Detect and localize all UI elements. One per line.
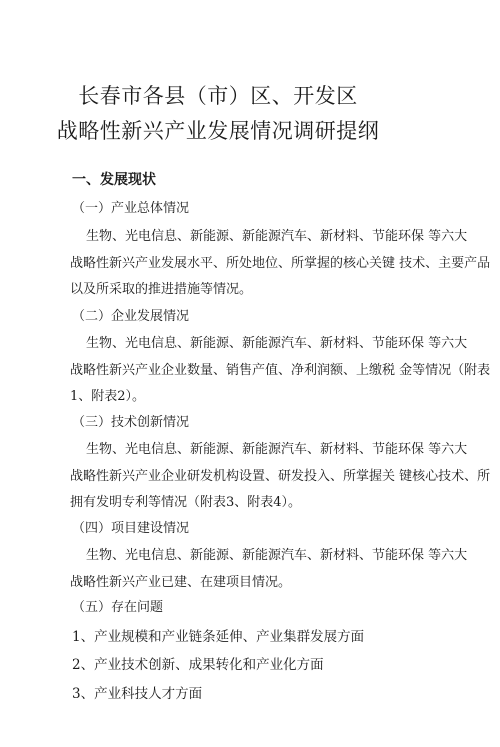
paragraph-line: 拥有发明专利等情况（附表3、附表4）。 [70, 495, 302, 510]
subheading-project-construction: （四）项目建设情况 [72, 521, 190, 536]
problem-item-2: 2、产业技术创新、成果转化和产业化方面 [72, 657, 324, 673]
paragraph-line: 战略性新兴产业已建、在建项目情况。 [70, 574, 292, 590]
paragraph-line: 生物、光电信息、新能源、新能源汽车、新材料、节能环保 等六大 [86, 442, 468, 457]
paragraph-line: 战略性新兴产业发展水平、所处地位、所掌握的核心关键 技术、主要产品 [70, 255, 491, 271]
problem-item-3: 3、产业科技人才方面 [72, 686, 203, 702]
document-title-line-2: 战略性新兴产业发展情况调研提纲 [56, 119, 380, 143]
problem-item-1: 1、产业规模和产业链条延伸、产业集群发展方面 [72, 629, 365, 645]
paragraph-tech-innovation [70, 437, 491, 517]
subheading-existing-problems: （五）存在问题 [72, 600, 164, 615]
paragraph-line: 1、附表2）。 [70, 389, 146, 404]
subheading-overall-industry: （一）产业总体情况 [72, 201, 190, 216]
section-heading-development-status: 一、发展现状 [72, 172, 156, 188]
paragraph-enterprise-development [70, 331, 491, 411]
paragraph-line: 生物、光电信息、新能源、新能源汽车、新材料、节能环保 等六大 [86, 229, 468, 244]
paragraph-line: 战略性新兴产业企业数量、销售产值、净利润额、上缴税 金等情况（附表 [70, 362, 491, 378]
paragraph-line: 以及所采取的推进措施等情况。 [70, 282, 253, 297]
paragraph-overall-industry [70, 224, 491, 304]
paragraph-line: 战略性新兴产业企业研发机构设置、研发投入、所掌握关 键核心技术、所 [70, 468, 491, 484]
document-title-line-1: 长春市各县（市）区、开发区 [78, 84, 358, 108]
paragraph-project-construction [70, 543, 468, 596]
paragraph-line: 生物、光电信息、新能源、新能源汽车、新材料、节能环保 等六大 [86, 548, 468, 563]
subheading-enterprise-development: （二）企业发展情况 [72, 309, 190, 324]
subheading-tech-innovation: （三）技术创新情况 [72, 415, 190, 430]
paragraph-line: 生物、光电信息、新能源、新能源汽车、新材料、节能环保 等六大 [86, 336, 468, 351]
